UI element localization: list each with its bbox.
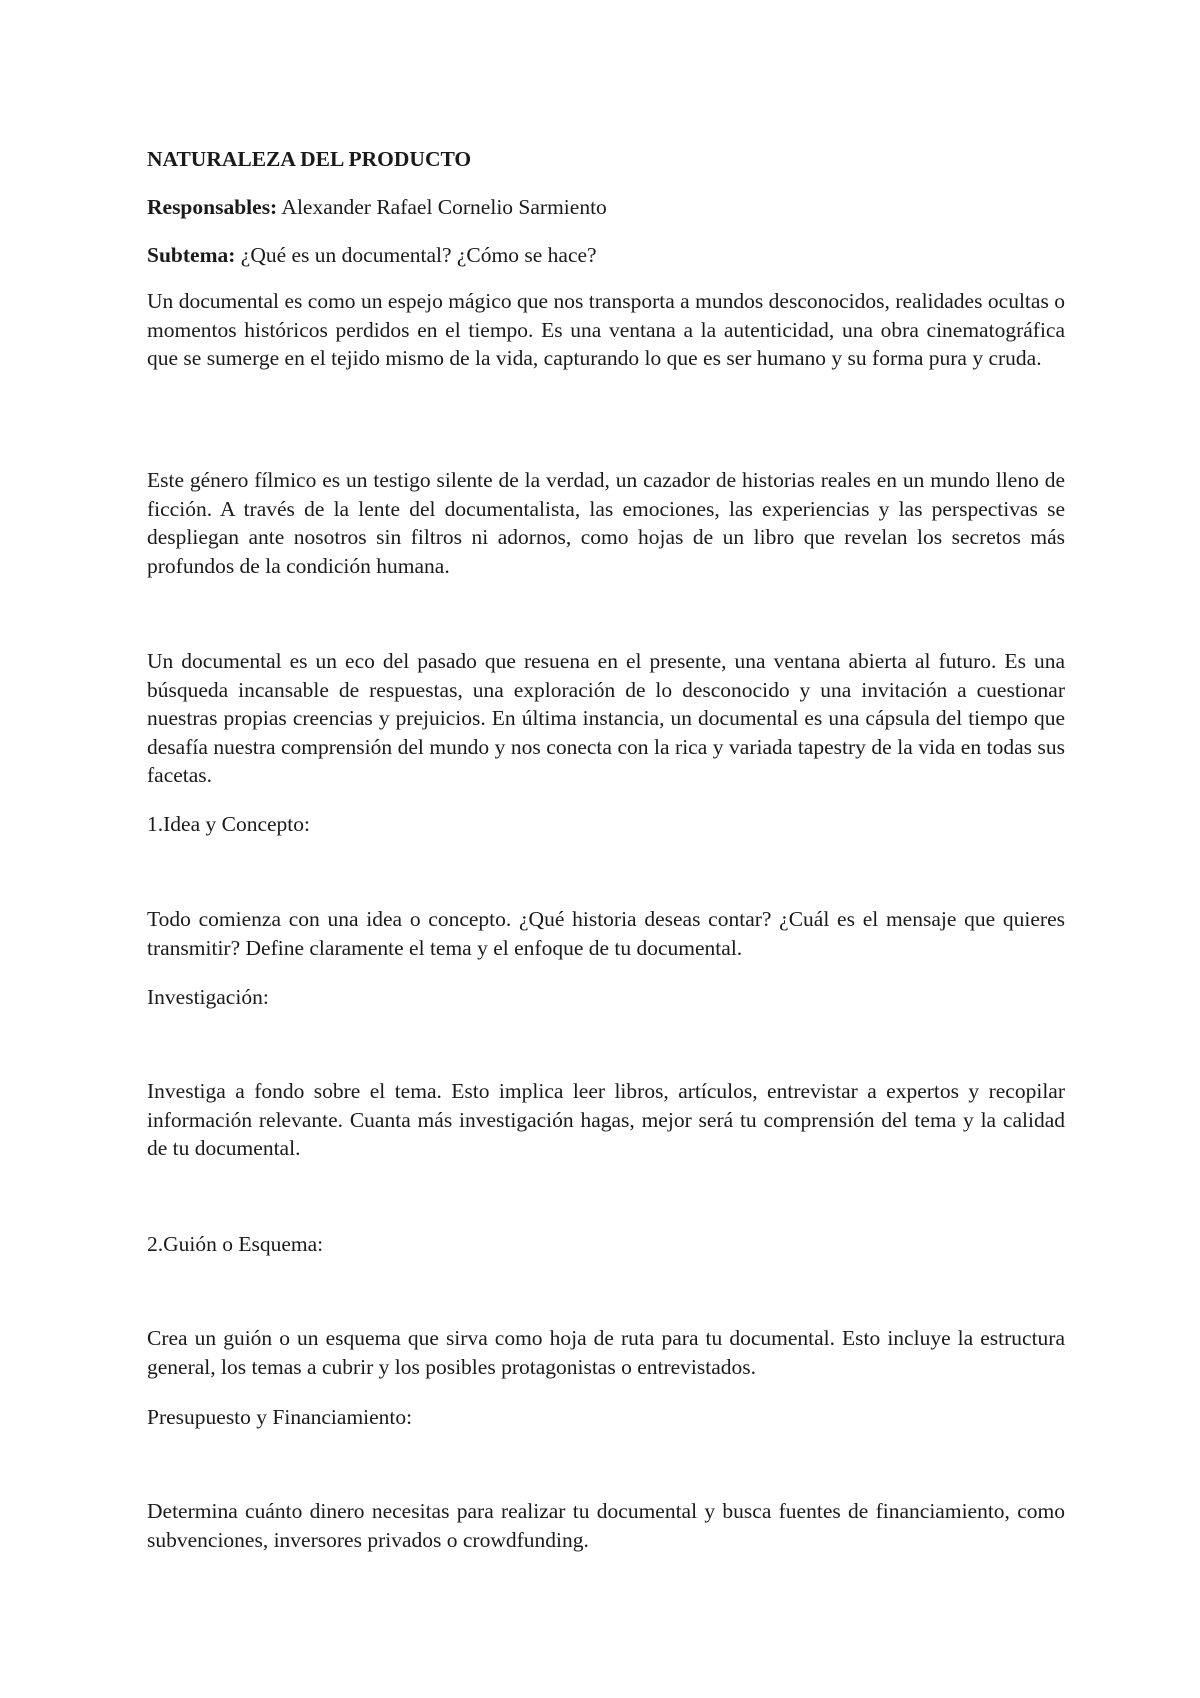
responsables-label: Responsables:: [147, 195, 278, 219]
section-heading-investigacion: Investigación:: [147, 985, 269, 1009]
section-heading-guion: 2.Guión o Esquema:: [147, 1232, 324, 1256]
paragraph-1: Un documental es como un espejo mágico que nos transporta a mundos desconocidos, realidades ocultas o momentos históricos perdidos en el tiempo. Es una ventana a la autenticidad, una obra cinematográfica que se sumerge en el tejido mismo de la vida, capturando lo que es ser humano y su forma pura y cruda.: [147, 289, 1065, 370]
responsables-line: [147, 193, 1065, 222]
section-body-investigacion: Investiga a fondo sobre el tema. Esto implica leer libros, artículos, entrevistar a expertos y recopilar información relevante. Cuanta más investigación hagas, mejor será tu comprensión del tema y la calidad de tu documental.: [147, 1079, 1065, 1160]
document-title: NATURALEZA DEL PRODUCTO: [147, 147, 472, 171]
paragraph-3: Un documental es un eco del pasado que resuena en el presente, una ventana abierta al futuro. Es una búsqueda incansable de respuestas, una exploración de lo desconocido y una invitación a cuestionar nuestras propias creencias y prejuicios. En última instancia, un documental es una cápsula del tiempo que desafía nuestra comprensión del mundo y nos conecta con la rica y variada tapestry de la vida en todas sus facetas.: [147, 649, 1065, 787]
section-body-guion: Crea un guión o un esquema que sirva como hoja de ruta para tu documental. Esto incluye la estructura general, los temas a cubrir y los posibles protagonistas o entrevistados.: [147, 1326, 1065, 1379]
section-body-presupuesto: Determina cuánto dinero necesitas para realizar tu documental y busca fuentes de financiamiento, como subvenciones, inversores privados o crowdfunding.: [147, 1499, 1065, 1552]
subtema-value: ¿Qué es un documental? ¿Cómo se hace?: [240, 243, 597, 267]
section-body-idea: Todo comienza con una idea o concepto. ¿Qué historia deseas contar? ¿Cuál es el mensaje que quieres transmitir? Define claramente el tema y el enfoque de tu documental.: [147, 907, 1065, 960]
subtema-line: [147, 241, 1065, 270]
subtema-label: Subtema:: [147, 243, 236, 267]
section-heading-presupuesto: Presupuesto y Financiamiento:: [147, 1405, 413, 1429]
responsables-value: Alexander Rafael Cornelio Sarmiento: [281, 195, 607, 219]
section-heading-idea: 1.Idea y Concepto:: [147, 812, 310, 836]
paragraph-2: Este género fílmico es un testigo silente de la verdad, un cazador de historias reales en un mundo lleno de ficción. A través de la lente del documentalista, las emociones, las experiencias y las perspectivas se despliegan ante nosotros sin filtros ni adornos, como hojas de un libro que revelan los secretos más profundos de la condición humana.: [147, 468, 1065, 578]
